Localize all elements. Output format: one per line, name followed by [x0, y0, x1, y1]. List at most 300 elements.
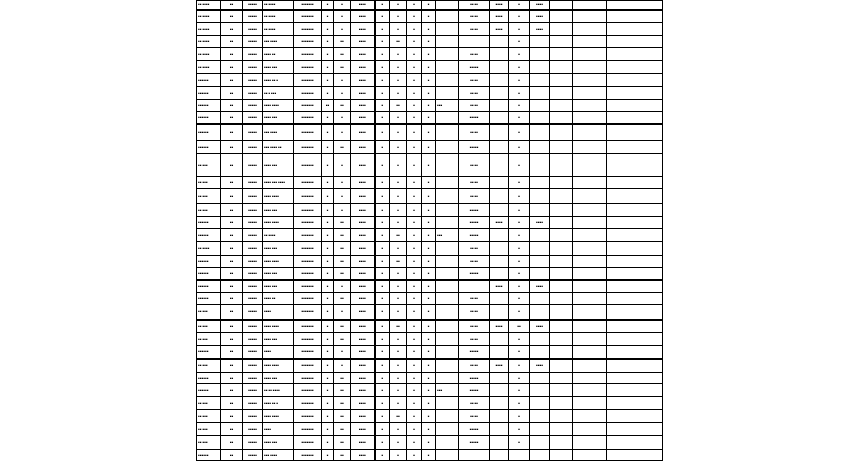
table-cell: ▪▪▪▪ — [263, 423, 294, 436]
table-cell: ▪▪ — [322, 100, 334, 112]
table-cell: ▪▪▪▪ ▪▪▪▪ — [263, 217, 294, 229]
table-cell: ▪ — [407, 36, 422, 48]
table-cell: ▪▪▪▪▪ — [243, 229, 263, 242]
table-cell: ▪▪ ▪▪▪▪ — [263, 10, 294, 23]
table-cell: ▪ — [322, 1, 334, 10]
table-cell — [530, 112, 550, 124]
table-cell — [550, 100, 573, 112]
table-cell: ▪ — [422, 373, 436, 384]
table-cell: ▪ — [407, 61, 422, 74]
table-cell: ▪▪▪▪▪ — [243, 384, 263, 397]
table-row — [197, 229, 663, 242]
table-cell: ▪ — [509, 217, 530, 229]
table-cell: ▪ — [375, 204, 390, 217]
table-cell — [550, 268, 573, 280]
table-cell — [530, 256, 550, 268]
table-cell: ▪▪▪▪ — [530, 23, 550, 36]
table-cell: ▪▪▪▪▪▪ — [197, 293, 221, 305]
table-cell — [530, 293, 550, 305]
table-cell: ▪ — [334, 124, 351, 141]
table-cell: ▪▪▪ ▪▪▪▪ — [263, 36, 294, 48]
table-cell: ▪▪ — [390, 229, 407, 242]
table-cell — [436, 280, 459, 293]
table-cell — [607, 23, 663, 36]
table-cell: ▪▪▪▪▪▪ — [197, 229, 221, 242]
table-cell: ▪ — [509, 48, 530, 61]
table-cell: ▪ — [390, 1, 407, 10]
table-cell: ▪ — [422, 23, 436, 36]
table-cell — [530, 436, 550, 450]
table-cell: ▪▪ — [334, 242, 351, 256]
table-cell: ▪ — [422, 217, 436, 229]
table-cell: ▪ — [509, 397, 530, 410]
table-cell: ▪▪▪▪▪ — [243, 397, 263, 410]
table-row — [197, 410, 663, 423]
table-cell — [550, 305, 573, 320]
table-cell: ▪ — [422, 436, 436, 450]
table-cell: ▪▪▪▪▪ — [459, 346, 490, 359]
table-cell: ▪▪▪▪▪▪▪ — [294, 423, 322, 436]
table-cell: ▪▪▪▪▪▪▪ — [294, 333, 322, 346]
table-cell: ▪▪▪▪ ▪▪▪▪ — [263, 410, 294, 423]
table-cell: ▪ — [509, 305, 530, 320]
table-cell: ▪▪▪▪▪▪▪ — [294, 346, 322, 359]
table-cell: ▪ — [334, 112, 351, 124]
table-cell: ▪ — [322, 280, 334, 293]
table-cell: ▪ — [422, 410, 436, 423]
table-cell: ▪ — [422, 177, 436, 189]
table-cell — [436, 61, 459, 74]
table-cell — [550, 373, 573, 384]
table-cell: ▪▪▪▪▪▪▪ — [294, 112, 322, 124]
table-cell: ▪ — [390, 189, 407, 204]
table-cell — [550, 87, 573, 100]
table-cell: ▪ — [322, 373, 334, 384]
table-cell: ▪▪▪▪ ▪▪ ▪ — [263, 397, 294, 410]
table-cell — [436, 177, 459, 189]
table-cell — [490, 124, 509, 141]
table-cell: ▪▪▪▪▪▪ — [197, 74, 221, 87]
table-cell: ▪ — [322, 61, 334, 74]
table-cell: ▪ — [509, 346, 530, 359]
table-cell: ▪▪▪▪▪▪▪ — [294, 204, 322, 217]
table-cell: ▪▪ — [334, 320, 351, 333]
table-cell: ▪ — [322, 359, 334, 373]
table-cell: ▪ — [390, 112, 407, 124]
table-cell: ▪ — [407, 217, 422, 229]
table-cell: ▪▪ — [221, 320, 243, 333]
table-cell — [573, 268, 607, 280]
table-cell: ▪▪▪▪ ▪▪▪ ▪▪▪▪ — [263, 177, 294, 189]
table-cell: ▪▪ ▪▪ — [459, 74, 490, 87]
table-cell: ▪ — [509, 256, 530, 268]
table-cell: ▪▪▪▪ — [490, 280, 509, 293]
table-cell: ▪ — [422, 141, 436, 154]
table-cell: ▪▪▪▪▪▪▪ — [294, 293, 322, 305]
table-cell: ▪ — [322, 177, 334, 189]
table-cell — [530, 48, 550, 61]
table-cell — [607, 436, 663, 450]
table-cell: ▪ — [390, 436, 407, 450]
table-cell: ▪ — [322, 305, 334, 320]
table-cell — [550, 36, 573, 48]
table-cell: ▪▪▪▪ — [351, 112, 375, 124]
table-cell: ▪▪ — [390, 100, 407, 112]
table-cell: ▪ — [422, 87, 436, 100]
table-cell: ▪ — [407, 177, 422, 189]
table-cell: ▪▪ — [221, 61, 243, 74]
table-cell — [573, 87, 607, 100]
table-cell: ▪ — [334, 74, 351, 87]
table-cell — [607, 87, 663, 100]
table-cell: ▪ — [390, 242, 407, 256]
table-row — [197, 74, 663, 87]
table-cell — [607, 1, 663, 10]
table-row — [197, 1, 663, 10]
table-cell: ▪▪▪▪▪ — [243, 373, 263, 384]
table-cell: ▪▪▪▪▪▪ — [197, 100, 221, 112]
table-cell: ▪▪ — [390, 320, 407, 333]
table-cell: ▪ — [322, 23, 334, 36]
table-cell: ▪▪ — [221, 217, 243, 229]
table-cell — [490, 48, 509, 61]
table-cell: ▪▪ — [221, 268, 243, 280]
table-cell — [550, 256, 573, 268]
table-cell — [573, 48, 607, 61]
table-cell — [607, 256, 663, 268]
table-cell: ▪▪ — [221, 112, 243, 124]
table-cell: ▪ — [322, 256, 334, 268]
table-cell: ▪▪ — [334, 217, 351, 229]
table-cell: ▪ — [422, 397, 436, 410]
table-cell: ▪▪▪▪ — [351, 189, 375, 204]
table-row — [197, 112, 663, 124]
table-cell: ▪ — [422, 423, 436, 436]
table-cell: ▪▪ ▪▪ — [459, 242, 490, 256]
table-cell: ▪ — [390, 384, 407, 397]
table-cell: ▪▪▪▪▪▪▪ — [294, 1, 322, 10]
table-cell — [436, 450, 459, 461]
table-cell: ▪▪▪▪▪▪ — [197, 450, 221, 461]
table-cell — [550, 10, 573, 23]
table-cell: ▪▪ ▪▪ — [459, 48, 490, 61]
table-cell — [607, 217, 663, 229]
table-cell: ▪▪▪ — [436, 229, 459, 242]
table-cell: ▪ — [375, 87, 390, 100]
table-cell: ▪▪▪▪▪ — [243, 154, 263, 177]
table-cell: ▪▪▪▪ — [263, 305, 294, 320]
table-cell: ▪▪▪▪ ▪▪▪▪ — [263, 320, 294, 333]
table-cell: ▪▪ — [390, 36, 407, 48]
table-cell: ▪ — [322, 48, 334, 61]
table-cell — [490, 61, 509, 74]
table-cell: ▪▪▪▪▪▪▪ — [294, 305, 322, 320]
table-cell — [490, 74, 509, 87]
table-cell: ▪ — [407, 112, 422, 124]
table-cell: ▪▪ ▪▪▪ — [197, 410, 221, 423]
table-cell: ▪ — [375, 450, 390, 461]
table-cell: ▪ — [509, 112, 530, 124]
table-cell: ▪▪▪▪▪▪▪ — [294, 48, 322, 61]
table-cell: ▪▪▪▪▪ — [459, 229, 490, 242]
table-cell — [607, 305, 663, 320]
table-cell: ▪ — [334, 23, 351, 36]
table-cell — [490, 154, 509, 177]
table-cell: ▪▪▪▪▪▪▪ — [294, 10, 322, 23]
table-cell: ▪ — [422, 189, 436, 204]
table-cell — [530, 423, 550, 436]
table-cell: ▪ — [509, 423, 530, 436]
table-cell: ▪▪▪▪ — [351, 10, 375, 23]
table-cell: ▪▪▪▪▪ — [243, 124, 263, 141]
table-cell — [530, 74, 550, 87]
table-row — [197, 48, 663, 61]
table-cell — [530, 346, 550, 359]
table-cell — [550, 359, 573, 373]
table-cell: ▪▪ — [221, 141, 243, 154]
table-cell: ▪▪▪▪▪ — [243, 280, 263, 293]
table-cell: ▪▪ ▪▪ — [459, 23, 490, 36]
table-cell: ▪ — [390, 177, 407, 189]
table-cell — [530, 100, 550, 112]
table-cell: ▪▪ — [221, 346, 243, 359]
table-cell — [530, 154, 550, 177]
table-cell — [530, 333, 550, 346]
table-cell — [550, 48, 573, 61]
table-cell — [550, 74, 573, 87]
table-cell: ▪ — [334, 359, 351, 373]
table-cell — [530, 229, 550, 242]
table-cell — [573, 61, 607, 74]
table-cell — [573, 36, 607, 48]
table-cell: ▪ — [509, 87, 530, 100]
table-row — [197, 204, 663, 217]
table-cell: ▪ — [322, 189, 334, 204]
table-cell: ▪▪▪▪ — [351, 204, 375, 217]
table-cell: ▪ — [422, 112, 436, 124]
table-cell: ▪▪ ▪▪ ▪▪▪▪ — [263, 384, 294, 397]
table-cell: ▪ — [322, 112, 334, 124]
table-cell — [490, 204, 509, 217]
table-cell: ▪ — [322, 217, 334, 229]
table-cell: ▪▪▪▪▪▪▪ — [294, 61, 322, 74]
table-cell — [436, 141, 459, 154]
table-cell: ▪ — [322, 333, 334, 346]
table-cell: ▪ — [375, 61, 390, 74]
table-cell: ▪ — [322, 320, 334, 333]
table-cell: ▪▪ ▪▪▪▪ — [197, 1, 221, 10]
table-cell: ▪▪▪▪▪ — [243, 10, 263, 23]
table-cell: ▪▪▪▪▪▪▪ — [294, 450, 322, 461]
table-cell: ▪▪▪▪▪▪▪ — [294, 268, 322, 280]
table-cell: ▪▪▪▪▪ — [243, 87, 263, 100]
table-cell: ▪▪ ▪▪ — [459, 1, 490, 10]
table-cell: ▪ — [422, 61, 436, 74]
table-cell: ▪▪▪▪▪▪ — [197, 124, 221, 141]
table-cell: ▪ — [509, 436, 530, 450]
table-cell: ▪ — [407, 320, 422, 333]
table-cell: ▪ — [509, 36, 530, 48]
table-cell: ▪▪▪▪▪ — [459, 217, 490, 229]
table-cell: ▪ — [375, 229, 390, 242]
table-cell: ▪ — [407, 256, 422, 268]
table-cell — [607, 100, 663, 112]
table-cell: ▪ — [375, 112, 390, 124]
table-cell: ▪ — [390, 217, 407, 229]
table-cell: ▪ — [322, 242, 334, 256]
table-cell: ▪ — [334, 189, 351, 204]
table-cell: ▪▪▪▪ ▪▪▪▪ — [263, 256, 294, 268]
table-cell: ▪▪ — [334, 410, 351, 423]
table-cell: ▪▪▪ — [436, 100, 459, 112]
table-cell: ▪ — [375, 333, 390, 346]
table-cell: ▪ — [334, 154, 351, 177]
table-cell — [573, 333, 607, 346]
table-cell: ▪ — [375, 48, 390, 61]
table-cell — [550, 436, 573, 450]
table-cell: ▪▪ — [221, 189, 243, 204]
table-cell — [490, 384, 509, 397]
table-cell — [607, 177, 663, 189]
table-cell: ▪ — [390, 346, 407, 359]
table-cell — [530, 397, 550, 410]
table-cell: ▪ — [390, 293, 407, 305]
table-cell: ▪▪▪▪ — [351, 280, 375, 293]
table-cell — [436, 256, 459, 268]
table-cell: ▪▪ — [221, 256, 243, 268]
table-cell: ▪▪ — [221, 450, 243, 461]
table-cell — [573, 359, 607, 373]
table-cell: ▪ — [334, 346, 351, 359]
table-row — [197, 346, 663, 359]
table-cell — [550, 204, 573, 217]
table-cell: ▪▪▪▪▪ — [243, 333, 263, 346]
table-cell: ▪ — [322, 423, 334, 436]
table-cell — [573, 189, 607, 204]
table-cell: ▪▪ ▪▪▪▪ — [197, 48, 221, 61]
table-cell: ▪▪ ▪▪▪▪ — [197, 242, 221, 256]
table-cell: ▪▪▪▪▪▪ — [197, 373, 221, 384]
table-cell: ▪▪▪▪▪ — [243, 346, 263, 359]
table-cell: ▪ — [422, 36, 436, 48]
table-cell: ▪▪▪▪▪▪▪ — [294, 74, 322, 87]
table-cell: ▪ — [375, 242, 390, 256]
table-cell: ▪▪▪▪ ▪▪▪ — [263, 242, 294, 256]
table-cell: ▪ — [407, 124, 422, 141]
table-cell: ▪▪▪ — [436, 384, 459, 397]
table-cell: ▪▪▪▪▪ — [459, 384, 490, 397]
table-cell: ▪▪ — [221, 436, 243, 450]
table-cell — [490, 112, 509, 124]
table-cell — [436, 1, 459, 10]
table-cell: ▪ — [375, 177, 390, 189]
table-cell: ▪ — [375, 217, 390, 229]
table-cell — [436, 320, 459, 333]
table-cell — [573, 217, 607, 229]
table-cell: ▪▪ — [334, 36, 351, 48]
table-cell: ▪▪▪▪▪▪▪ — [294, 23, 322, 36]
table-cell: ▪▪▪▪▪▪ — [197, 346, 221, 359]
table-cell — [530, 189, 550, 204]
table-cell: ▪ — [390, 305, 407, 320]
table-cell: ▪ — [375, 305, 390, 320]
table-cell: ▪▪▪▪▪ — [243, 423, 263, 436]
table-cell: ▪▪ ▪▪▪ — [197, 436, 221, 450]
table-cell — [436, 436, 459, 450]
table-cell: ▪ — [407, 359, 422, 373]
table-cell: ▪▪▪▪▪▪▪ — [294, 36, 322, 48]
table-cell: ▪ — [509, 293, 530, 305]
table-cell: ▪▪ — [221, 384, 243, 397]
table-cell: ▪▪▪▪▪ — [459, 61, 490, 74]
table-cell — [490, 242, 509, 256]
table-cell: ▪ — [509, 280, 530, 293]
table-cell: ▪ — [509, 141, 530, 154]
table-cell — [573, 10, 607, 23]
table-cell: ▪▪ ▪▪ — [459, 256, 490, 268]
table-cell: ▪▪ — [221, 242, 243, 256]
table-cell: ▪▪ — [221, 333, 243, 346]
table-cell: ▪ — [422, 320, 436, 333]
table-cell — [573, 320, 607, 333]
table-cell: ▪▪▪▪ ▪▪▪▪ — [263, 359, 294, 373]
table-cell: ▪ — [390, 23, 407, 36]
table-cell — [490, 141, 509, 154]
table-cell: ▪▪ — [334, 397, 351, 410]
table-cell: ▪▪▪▪ — [530, 217, 550, 229]
table-cell: ▪▪ — [221, 124, 243, 141]
table-cell: ▪▪▪▪ — [530, 320, 550, 333]
table-cell: ▪▪ ▪▪ — [459, 320, 490, 333]
table-cell: ▪ — [407, 333, 422, 346]
table-cell: ▪ — [422, 48, 436, 61]
table-cell — [573, 373, 607, 384]
table-cell — [459, 450, 490, 461]
table-cell: ▪ — [422, 100, 436, 112]
table-cell: ▪▪ — [390, 410, 407, 423]
table-cell: ▪ — [334, 177, 351, 189]
table-cell: ▪ — [375, 1, 390, 10]
table-cell: ▪▪ — [221, 204, 243, 217]
table-row — [197, 397, 663, 410]
table-cell — [573, 100, 607, 112]
table-cell: ▪ — [322, 268, 334, 280]
table-cell: ▪▪ ▪▪▪ — [197, 204, 221, 217]
table-cell: ▪ — [509, 373, 530, 384]
table-cell — [607, 320, 663, 333]
table-cell: ▪▪▪▪▪ — [243, 1, 263, 10]
table-cell — [530, 305, 550, 320]
table-row — [197, 423, 663, 436]
table-cell: ▪▪ ▪▪ — [459, 189, 490, 204]
table-cell: ▪ — [375, 256, 390, 268]
table-cell: ▪▪▪▪ ▪▪ ▪ — [263, 74, 294, 87]
table-cell — [550, 177, 573, 189]
table-cell: ▪ — [375, 154, 390, 177]
table-cell: ▪ — [407, 204, 422, 217]
table-cell — [530, 242, 550, 256]
table-cell: ▪▪▪▪▪▪▪ — [294, 320, 322, 333]
table-cell: ▪▪▪▪ ▪▪ — [263, 293, 294, 305]
table-cell — [490, 423, 509, 436]
table-cell: ▪▪▪▪▪ — [243, 268, 263, 280]
table-cell: ▪ — [422, 333, 436, 346]
table-cell: ▪▪▪▪▪▪▪ — [294, 280, 322, 293]
table-cell: ▪▪ ▪▪▪ — [197, 320, 221, 333]
table-cell: ▪ — [375, 410, 390, 423]
table-cell: ▪▪▪▪ — [490, 320, 509, 333]
table-cell — [436, 410, 459, 423]
